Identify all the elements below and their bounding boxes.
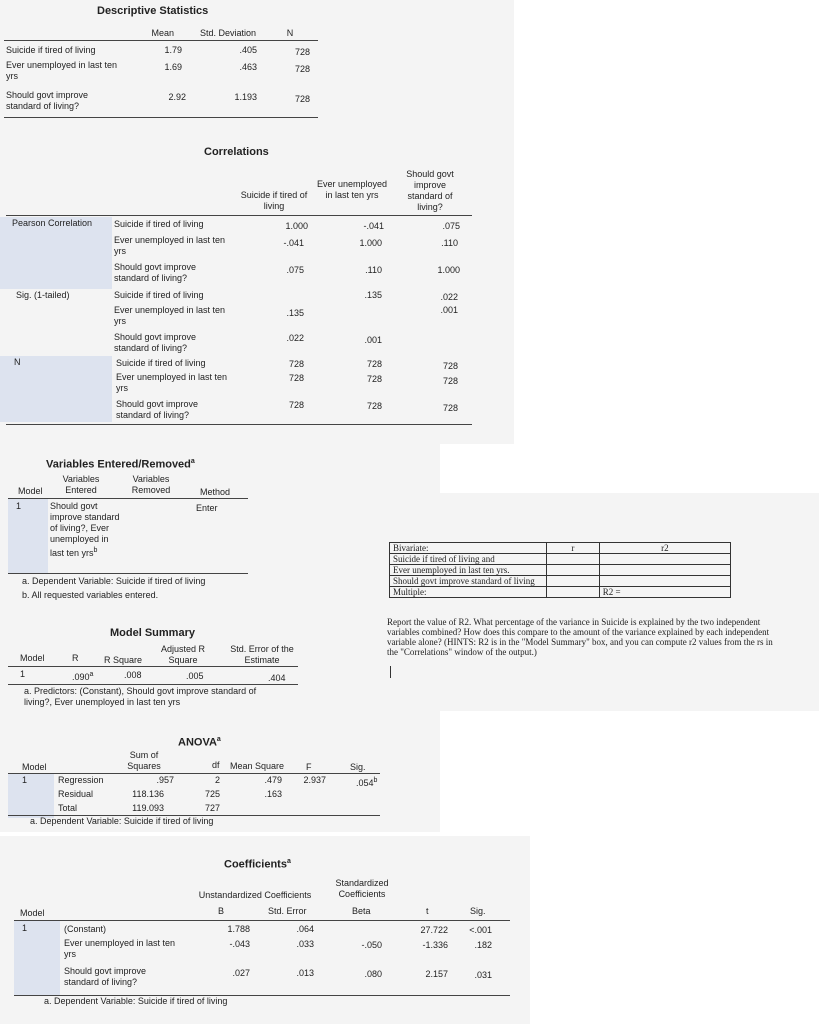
anova-df: 2: [214, 775, 220, 785]
corr-cell: 728: [366, 374, 382, 384]
divider: [8, 573, 248, 574]
corr-group-label: Pearson Correlation: [12, 218, 93, 228]
anova-row-label: Total: [58, 803, 78, 813]
corr-cell: .135: [364, 290, 382, 300]
desc-n: 728: [294, 94, 310, 104]
ver-note-b: b. All requested variables entered.: [22, 590, 159, 600]
model-summary-title: Model Summary: [110, 627, 195, 639]
divider: [8, 684, 298, 685]
anova-sig: .054$^b$: [356, 777, 378, 788]
corr-cell: .110: [441, 238, 458, 248]
coef-b: 1.788: [227, 924, 250, 934]
ver-header-method: Method: [200, 487, 231, 497]
bivariate-table: [389, 542, 731, 598]
desc-sd: 1.193: [234, 92, 257, 102]
corr-group-label: N: [14, 357, 21, 367]
desc-row-label: Should govt improve standard of living?: [6, 90, 89, 111]
anova-f: 2.937: [303, 775, 326, 785]
corr-row-label: Should govt improve standard of living?: [114, 332, 197, 353]
r-answer-cell[interactable]: [547, 554, 600, 565]
descriptives-title: Descriptive Statistics: [97, 5, 209, 17]
corr-row-label: Suicide if tired of living: [116, 358, 206, 368]
corr-cell: 728: [366, 401, 382, 411]
coef-model: 1: [22, 923, 28, 933]
coef-header-se: Std. Error: [268, 906, 307, 916]
anova-note: a. Dependent Variable: Suicide if tired of living: [30, 816, 214, 826]
corr-cell: .001: [364, 335, 382, 345]
row-band: [14, 921, 60, 995]
desc-row-label: Suicide if tired of living: [6, 45, 96, 55]
coef-header-beta: Beta: [352, 906, 371, 916]
col-r2-header: r2: [599, 543, 730, 554]
desc-n: 728: [294, 47, 310, 57]
corr-cell: 728: [366, 359, 382, 369]
corr-cell: 1.000: [285, 221, 308, 231]
anova-header-f: F: [306, 762, 312, 772]
std-group-header: Standardized Coefficients: [335, 878, 389, 899]
descriptives-correlations-panel: [0, 0, 514, 444]
anova-row-label: Residual: [58, 789, 94, 799]
ms-header-model: Model: [20, 653, 45, 663]
divider: [8, 773, 380, 774]
corr-cell: 1.000: [437, 265, 460, 275]
row-band: [8, 499, 48, 573]
ver-method: Enter: [196, 503, 218, 513]
coef-header-t: t: [426, 906, 429, 916]
question-text: Report the value of R2. What percentage of the variance in Suicide is explained by the two independent variables combined? How does this compare to the amount of the variance explained by each independent variable alone? (HINTS: R2 is in the "Model Summary" box, and you can compute r2 values from the rs in the "Correlations" window of the output.): [387, 617, 773, 657]
anova-ms: .163: [264, 789, 282, 799]
corr-col-header: Ever unemployed in last ten yrs: [316, 179, 388, 200]
ms-header-r: R: [72, 653, 79, 663]
corr-row-label: Suicide if tired of living: [114, 290, 204, 300]
desc-sd: .405: [239, 45, 257, 55]
divider: [6, 215, 472, 216]
corr-cell: .135: [286, 308, 304, 318]
desc-mean: 2.92: [168, 92, 186, 102]
corr-cell: .001: [440, 305, 458, 315]
corr-cell: -.041: [363, 221, 384, 231]
anova-header-ss: Sum of Squares: [127, 750, 161, 771]
desc-row-label: Ever unemployed in last ten yrs: [6, 60, 118, 81]
corr-cell: 728: [442, 376, 458, 386]
desc-header-n: N: [286, 28, 294, 38]
divider: [14, 920, 510, 921]
anova-ms: .479: [264, 775, 282, 785]
desc-sd: .463: [239, 62, 257, 72]
coef-sig: .031: [474, 970, 492, 980]
ver-note-a: a. Dependent Variable: Suicide if tired of living: [22, 576, 206, 586]
coef-note: a. Dependent Variable: Suicide if tired of living: [44, 996, 228, 1006]
coef-t: 2.157: [425, 969, 448, 979]
coef-t: 27.722: [420, 925, 448, 935]
coefficients-title: Coefficients$^a$: [224, 858, 291, 871]
coef-beta: .080: [364, 969, 382, 979]
col-r-header: r: [547, 543, 600, 554]
ver-entered: Should govt improve standard of living?, Ever unemployed in last ten yrs$^b$: [50, 501, 120, 558]
ms-se: .404: [268, 673, 286, 683]
corr-cell: 728: [442, 361, 458, 371]
ver-model: 1: [16, 501, 22, 511]
anova-df: 725: [204, 789, 220, 799]
desc-header-mean: Mean: [151, 28, 174, 38]
divider: [4, 40, 318, 41]
corr-cell: 728: [288, 373, 304, 383]
anova-header-df: df: [212, 760, 220, 770]
corr-row-label: Ever unemployed in last ten yrs: [116, 372, 228, 393]
coef-se: .013: [296, 968, 314, 978]
coef-se: .064: [296, 924, 314, 934]
multiple-label: Multiple:: [390, 587, 547, 598]
ms-header-se: Std. Error of the Estimate: [230, 644, 294, 665]
coef-header-sig: Sig.: [470, 906, 486, 916]
corr-cell: .110: [365, 265, 382, 275]
corr-row-label: Suicide if tired of living: [114, 219, 204, 229]
pair-label: Suicide if tired of living and: [390, 554, 547, 565]
coef-header-b: B: [218, 906, 225, 916]
ms-r: .090$^a$: [72, 671, 94, 682]
corr-row-label: Ever unemployed in last ten yrs: [114, 305, 226, 326]
anova-header-sig: Sig.: [350, 762, 366, 772]
corr-cell: 728: [442, 403, 458, 413]
corr-cell: 728: [288, 400, 304, 410]
corr-col-header: Should govt improve standard of living?: [406, 169, 454, 212]
ms-header-r2: R Square: [104, 655, 143, 665]
anova-ss: 119.093: [132, 803, 164, 813]
coef-beta: -.050: [361, 940, 382, 950]
ver-header-removed: Variables Removed: [131, 474, 171, 495]
coef-sig: <.001: [469, 925, 492, 935]
corr-cell: 728: [288, 359, 304, 369]
ver-title: Variables Entered/Removed$^a$: [46, 458, 195, 471]
ver-header-model: Model: [18, 486, 43, 496]
pair-label: Ever unemployed in last ten yrs.: [390, 565, 547, 576]
desc-mean: 1.79: [164, 45, 182, 55]
coef-b: -.043: [229, 939, 250, 949]
ms-r2: .008: [124, 670, 142, 680]
anova-df: 727: [204, 803, 220, 813]
desc-header-sd: Std. Deviation: [199, 28, 257, 38]
coef-header-model: Model: [20, 908, 45, 918]
corr-cell: .022: [286, 333, 304, 343]
coef-row-label: Should govt improve standard of living?: [64, 966, 147, 987]
corr-col-header: Suicide if tired of living: [240, 190, 308, 211]
r2-multiple-label[interactable]: R2 =: [599, 587, 730, 598]
worksheet-panel: [360, 493, 819, 711]
ms-header-adj: Adjusted R Square: [160, 644, 206, 665]
divider: [4, 117, 318, 118]
ms-adj: .005: [186, 671, 204, 681]
coef-row-label: (Constant): [64, 924, 107, 934]
desc-n: 728: [294, 64, 310, 74]
corr-cell: .075: [286, 265, 304, 275]
anova-title: ANOVA$^a$: [178, 736, 221, 749]
correlations-title: Correlations: [204, 146, 269, 158]
r2-answer-cell[interactable]: [599, 576, 730, 587]
corr-cell: .075: [442, 221, 460, 231]
r-answer-cell[interactable]: [547, 576, 600, 587]
corr-cell: .022: [440, 292, 458, 302]
anova-ss: .957: [156, 775, 174, 785]
corr-row-label: Should govt improve standard of living?: [116, 399, 199, 420]
corr-row-label: Ever unemployed in last ten yrs: [114, 235, 226, 256]
desc-mean: 1.69: [164, 62, 182, 72]
unstd-group-header: Unstandardized Coefficients: [198, 890, 312, 900]
anova-header-model: Model: [22, 762, 47, 772]
coefficients-panel: [0, 836, 530, 1024]
coef-sig: .182: [474, 940, 492, 950]
corr-cell: 1.000: [359, 238, 382, 248]
text-cursor[interactable]: [390, 666, 391, 678]
bivariate-label: Bivariate:: [390, 543, 547, 554]
ms-note: a. Predictors: (Constant), Should govt improve standard of living?, Ever unemployed in last ten yrs: [24, 686, 257, 707]
ver-header-entered: Variables Entered: [62, 474, 100, 495]
divider: [6, 424, 472, 425]
divider: [8, 666, 298, 667]
blank-cell: [547, 587, 600, 598]
anova-row-label: Regression: [58, 775, 104, 785]
anova-header-ms: Mean Square: [230, 761, 285, 771]
row-band: [8, 774, 54, 818]
pair-label: Should govt improve standard of living: [390, 576, 547, 587]
r2-answer-cell[interactable]: [599, 565, 730, 576]
corr-cell: -.041: [283, 238, 304, 248]
coef-t: -1.336: [422, 940, 448, 950]
r2-answer-cell[interactable]: [599, 554, 730, 565]
r-answer-cell[interactable]: [547, 565, 600, 576]
anova-ss: 118.136: [132, 789, 164, 799]
corr-row-label: Should govt improve standard of living?: [114, 262, 197, 283]
corr-group-label: Sig. (1-tailed): [16, 290, 70, 300]
anova-model: 1: [22, 775, 28, 785]
coef-b: .027: [232, 968, 250, 978]
coef-se: .033: [296, 939, 314, 949]
ms-model: 1: [20, 669, 26, 679]
coef-row-label: Ever unemployed in last ten yrs: [64, 938, 176, 959]
